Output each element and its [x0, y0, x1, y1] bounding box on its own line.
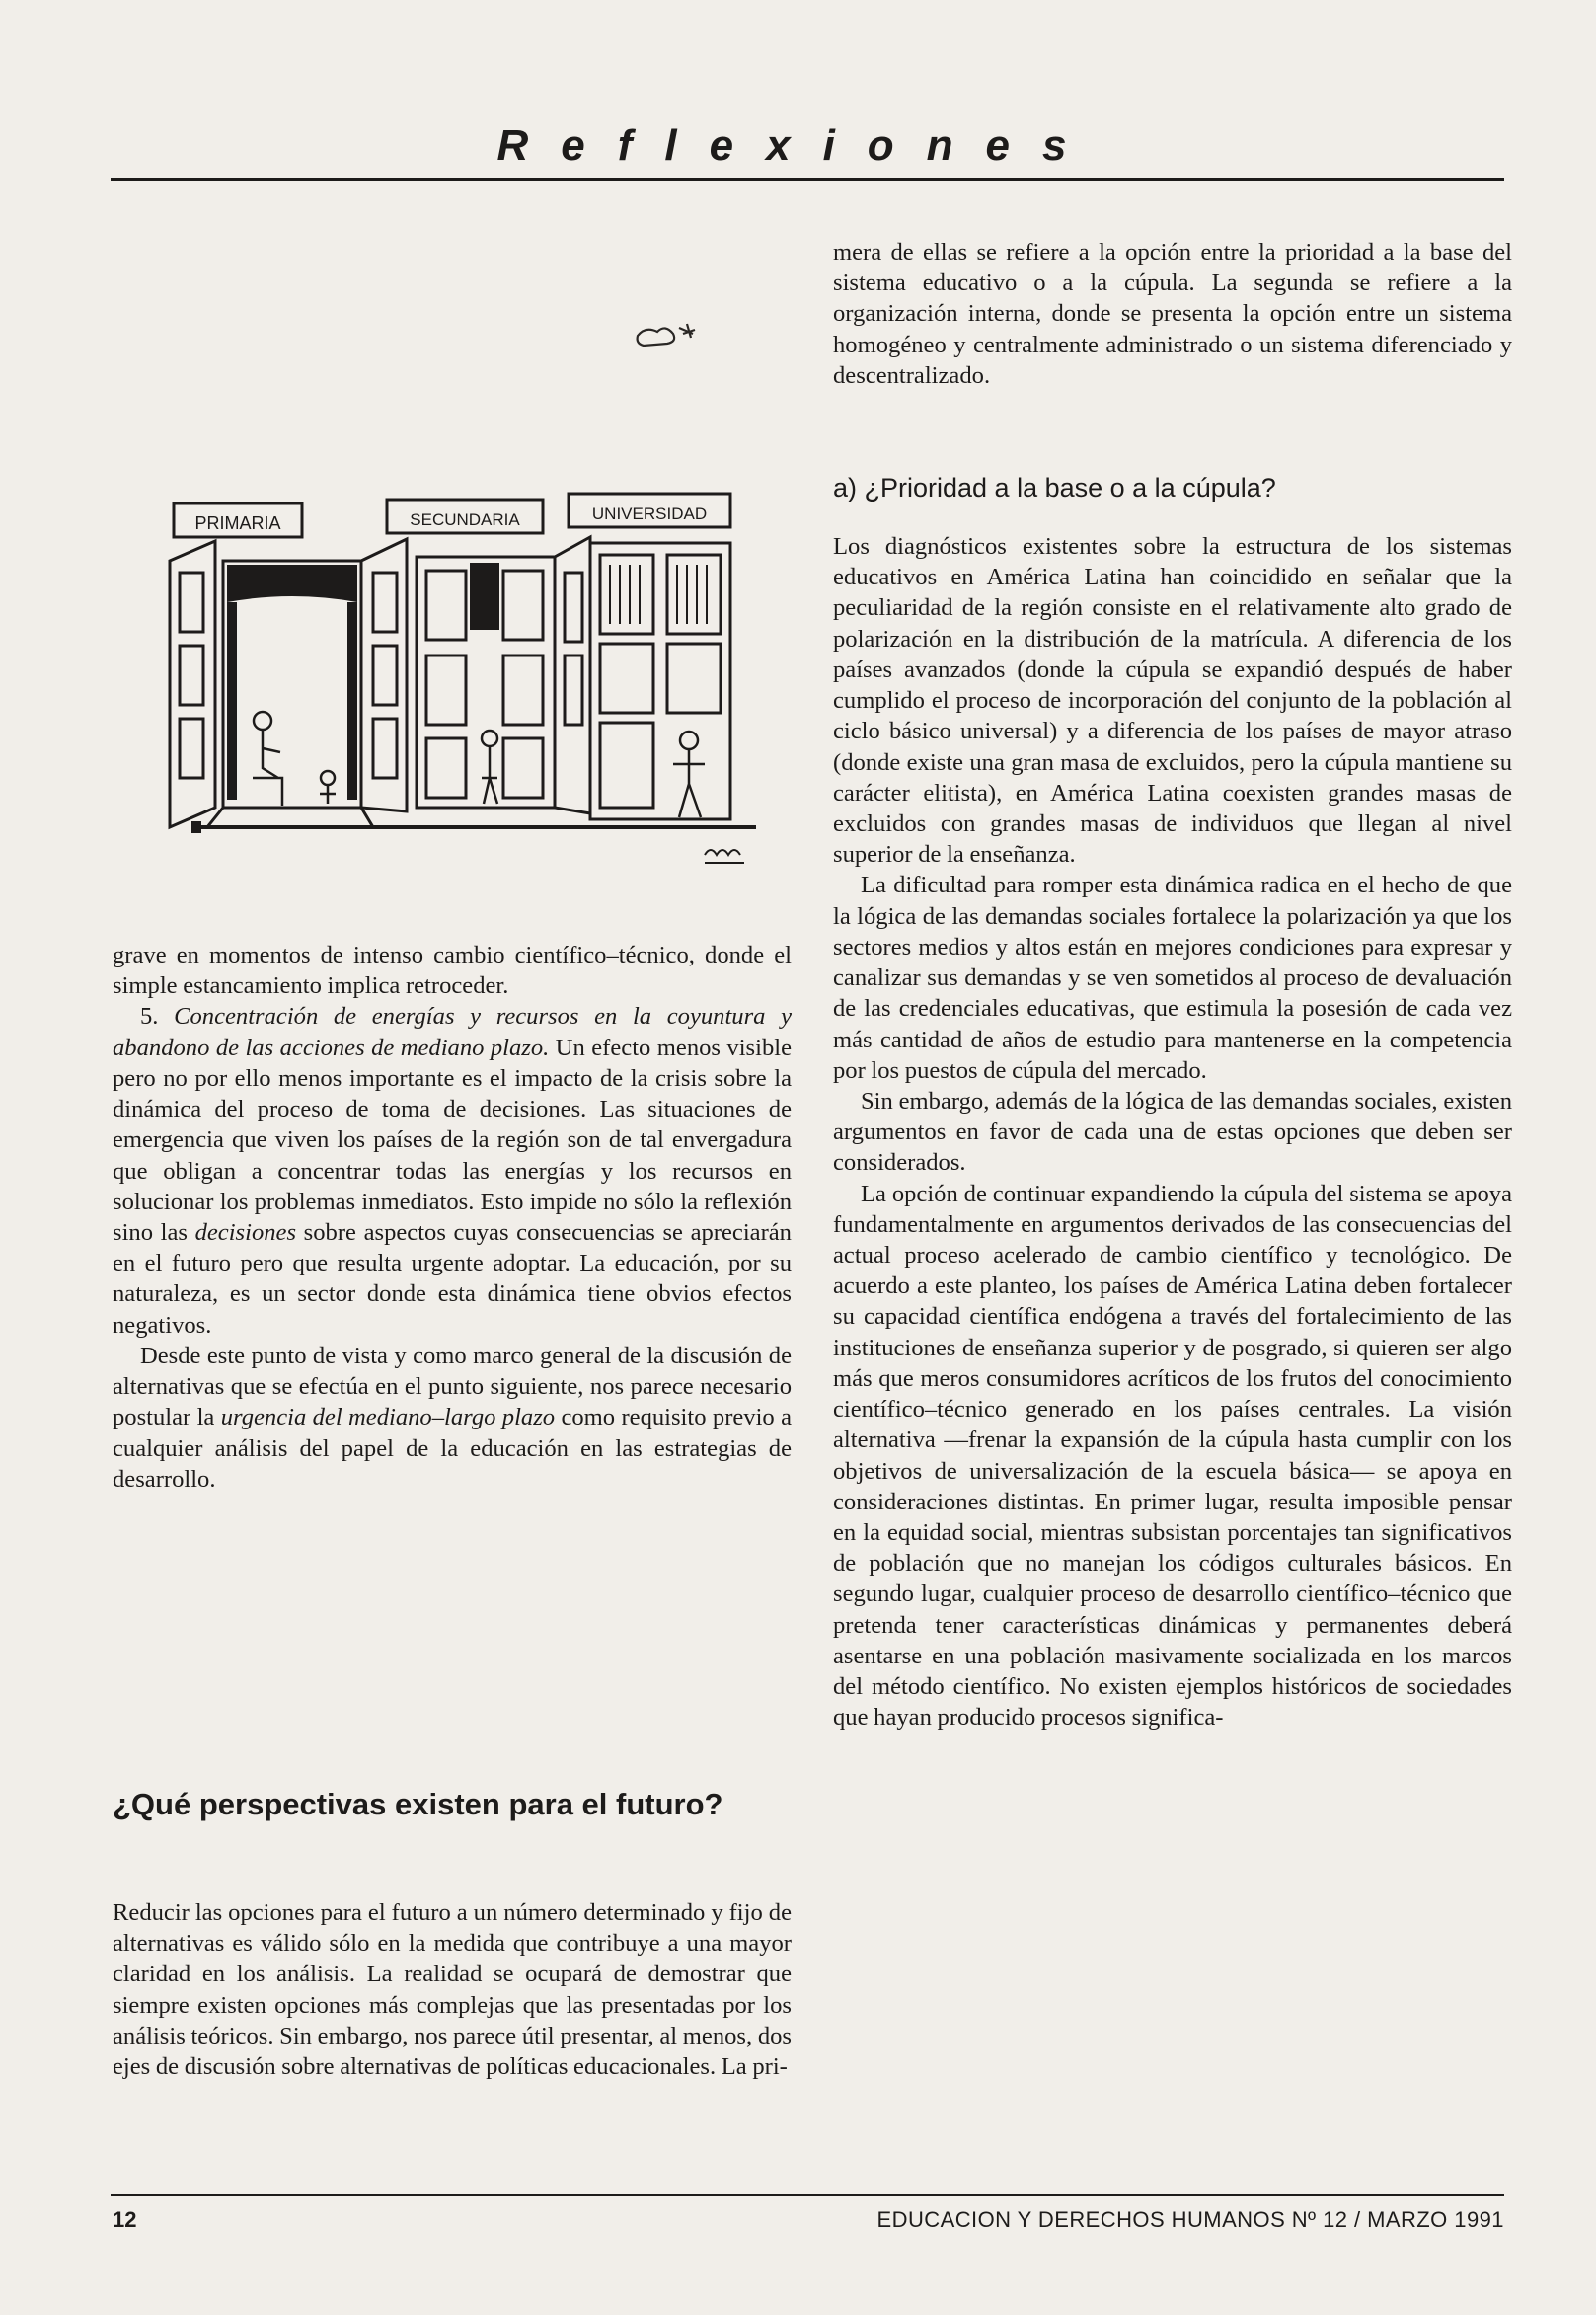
emphasis-decisiones: decisiones	[194, 1218, 297, 1246]
label-secundaria: SECUNDARIA	[410, 510, 520, 529]
shelf-lines	[610, 565, 707, 624]
paragraph-left-4: Reducir las opciones para el futuro a un número determinado y fijo de alternativas es válido sólo en la medida que contribuye a una mayor claridad en los análisis. La realidad se ocupará de demostrar que siempre existen opciones más complejas que las presentadas por los análisis teóricos. Sin embargo, nos parece útil presentar, al menos, dos ejes de discusión sobre alternativas de políticas educacionales. La pri-	[113, 1899, 792, 2081]
footer-rule	[111, 2194, 1504, 2196]
right-text-upper	[833, 237, 1512, 391]
label-universidad: UNIVERSIDAD	[591, 504, 708, 523]
figure-seated	[253, 712, 282, 806]
paragraph-right-1: mera de ellas se refiere a la opción entre la prioridad a la base del sistema educativo o a la cúpula. La segunda se refiere a la organización interna, donde se presenta la opción entre un sistema homogéneo y centralmente administrado o un sistema diferenciado y descentralizado.	[833, 239, 1512, 389]
right-text-lower	[833, 531, 1512, 1734]
cabinet-universidad	[590, 543, 730, 819]
subsection-heading: a) ¿Prioridad a la base o a la cúpula?	[833, 473, 1276, 502]
label-primaria-box	[174, 503, 302, 537]
paragraph-right-2: Los diagnósticos existentes sobre la estructura de los sistemas educativos en América Latina han coincidido en señalar que la peculiaridad de la región consiste en el relativamente alto grado de polarización en la distribución de la matrícula. A diferencia de los países avanzados (donde la cúpula se expandió después de haber cumplido el proceso de incorporación del conjunto de la población al ciclo básico universal) y a diferencia de los países de mayor atraso (donde existe una gran masa de excluidos, pero la cúpula mantiene su carácter elitista), en América Latina coexisten grandes masas de excluidos con grandes masas de individuos que llegan al nivel superior de la enseñanza.	[833, 533, 1512, 869]
figure-small	[320, 771, 336, 804]
paragraph-right-5: La opción de continuar expandiendo la cúpula del sistema se apoya fundamentalmente en argumentos derivados de las consecuencias del actual proceso acelerado de cambio científico y tecnológico. De acuerdo a este planteo, los países de América Latina deben fortalecer su capacidad científica endógena a través del fortalecimiento de las instituciones de enseñanza superior y de posgrado, si quieren ser algo más que meros consumidores acríticos de los frutos del conocimiento científico–técnico generado en los países centrales. La visión alternativa —frenar la expansión de la cúpula hasta cumplir con los objetivos de universalización de la escuela básica— se apoya en consideraciones distintas. En primer lugar, resulta imposible pensar en la equidad social, mientras subsistan porcentajes tan significativos de población que no manejan los códigos culturales básicos. En segundo lugar, cualquier proceso de desarrollo científico–técnico que pretenda tener características dinámicas y permanentes deberá asentarse en una población masivamente socializada en los marcos del método científico. No existen ejemplos históricos de sociedades que hayan producido procesos significa-	[833, 1180, 1512, 1732]
header-rule	[111, 178, 1504, 181]
section-heading: ¿Qué perspectivas existen para el futuro?	[113, 1787, 723, 1821]
cabinet-secundaria	[417, 537, 590, 813]
label-secundaria-box	[387, 500, 543, 533]
paragraph-right-4: Sin embargo, además de la lógica de las demandas sociales, existen argumentos en favor de cada una de estas opciones que deben ser considerados.	[833, 1087, 1512, 1177]
journal-citation: EDUCACION Y DERECHOS HUMANOS Nº 12 / MARZO 1991	[876, 2207, 1504, 2232]
left-text-upper	[113, 940, 792, 1495]
paragraph-left-2: 5. Concentración de energías y recursos en la coyuntura y abandono de las acciones de mediano plazo. Un efecto menos visible pero no por ello menos importante es el impacto de la crisis sobre la dinámica del proceso de toma de decisiones. Las situaciones de emergencia que viven los países de la región son de tal envergadura que obligan a concentrar todas las energías y los recursos en solucionar los problemas inmediatos. Esto impide no sólo la reflexión sino las decisiones sobre aspectos cuyas consecuencias se apreciarán en el futuro pero que resulta urgente adoptar. La educación, por su naturaleza, es un sector donde esta dinámica tiene obvios efectos negativos.	[113, 1003, 792, 1339]
figure-peeking	[482, 731, 497, 804]
point-5-title: Concentración de energías y recursos en la coyuntura y abandono de las acciones de mediano plazo.	[113, 1003, 792, 1061]
paragraph-left-1: grave en momentos de intenso cambio científico–técnico, donde el simple estancamiento implica retroceder.	[113, 942, 792, 1000]
artist-signature	[705, 850, 744, 863]
dark-interior-secundaria	[470, 563, 499, 630]
label-primaria: PRIMARIA	[194, 513, 281, 533]
cloud-doodle	[638, 324, 695, 346]
running-header: Reflexiones	[496, 121, 1100, 170]
page-number: 12	[113, 2207, 137, 2232]
figure-standing	[673, 732, 705, 817]
cartoon-illustration	[164, 314, 796, 867]
dark-interior-primaria	[227, 565, 357, 602]
paragraph-right-3: La dificultad para romper esta dinámica radica en el hecho de que la lógica de las demandas sociales fortalece la polarización ya que los sectores medios y altos están en mejores condiciones para expresar y canalizar sus demandas y se ven sometidos al proceso de devaluación de las credenciales educativas, que estimula la posesión de cada vez más cantidad de años de estudio para mantenerse en la competencia por los puestos de cúpula del mercado.	[833, 872, 1512, 1084]
paragraph-left-3: Desde este punto de vista y como marco general de la discusión de alternativas que se efectúa en el punto siguiente, nos parece necesario postular la urgencia del mediano–largo plazo como requisito previo a cualquier análisis del papel de la educación en las estrategias de desarrollo.	[113, 1342, 793, 1493]
left-text-lower	[113, 1897, 792, 2082]
emphasis-urgencia: urgencia del mediano–largo plazo	[220, 1404, 556, 1431]
label-universidad-box	[569, 494, 730, 527]
